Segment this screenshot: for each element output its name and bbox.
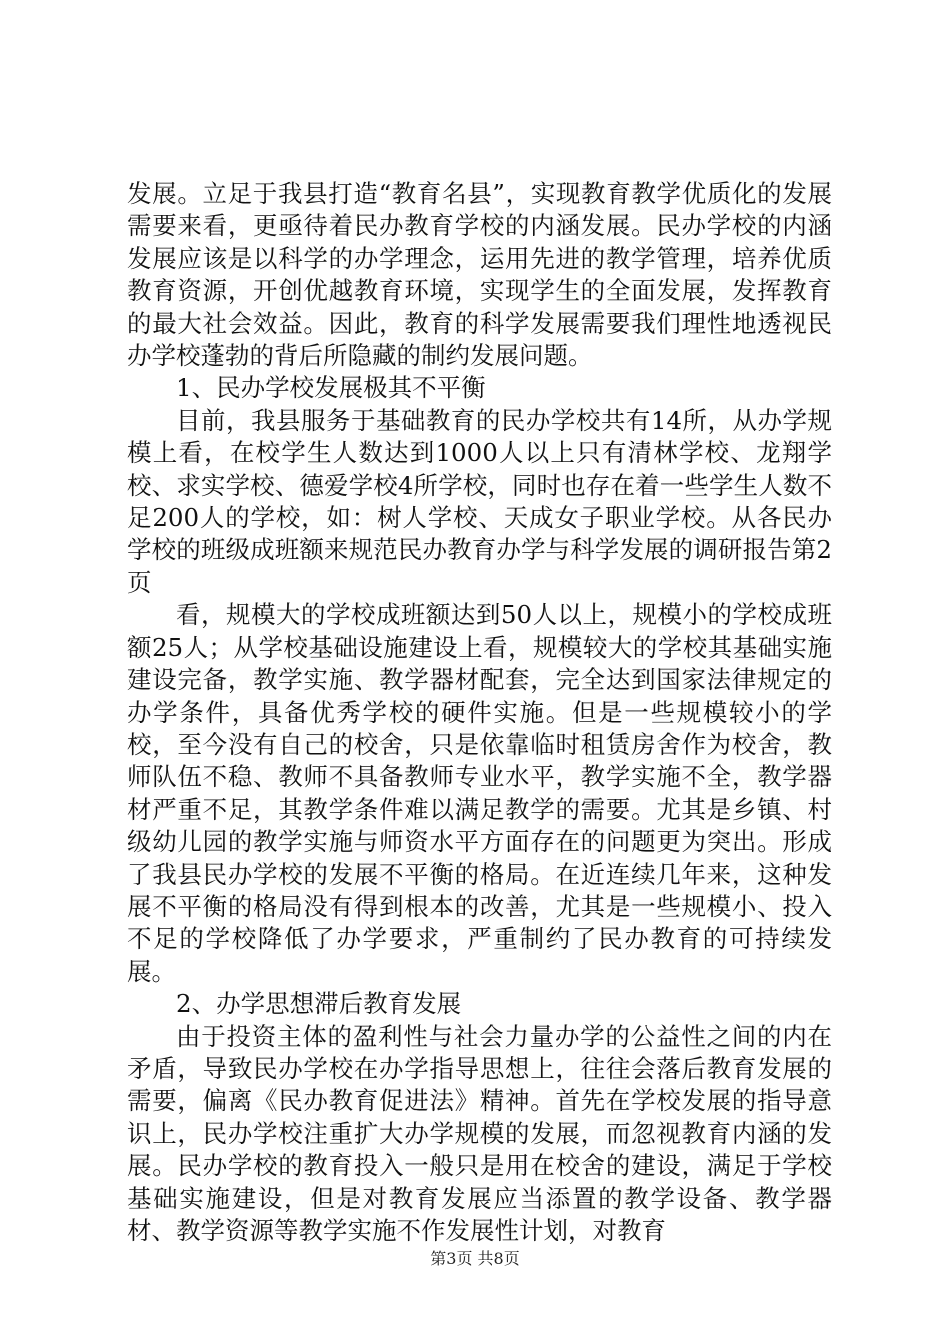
- paragraph-ideology: 由于投资主体的盈利性与社会力量办学的公益性之间的内在矛盾，导致民办学校在办学指导思想上，往往会落后教育发展的需要，偏离《民办教育促进法》精神。首先在学校发展的指导意识上，民办学校注重扩大办学规模的发展，而忽视教育内涵的发展。民办学校的教育投入一般只是用在校舍的建设，满足于学校基础实施建设，但是对教育发展应当添置的教学设备、教学器材、教学资源等教学实施不作发展性计划，对教育: [127, 1021, 832, 1245]
- section-heading-2: 2、办学思想滞后教育发展: [176, 989, 462, 1019]
- section-heading-1: 1、民办学校发展极其不平衡: [176, 373, 486, 403]
- paragraph-school-count: 目前，我县服务于基础教育的民办学校共有14所，从办学规模上看，在校学生人数达到1000人以上只有清林学校、龙翔学校、求实学校、德爱学校4所学校，同时也存在着一些学生人数不足200人的学校，如：树人学校、天成女子职业学校。从各民办学校的班级成班额来规范民办教育办学与科学发展的调研报告第2页: [127, 405, 832, 597]
- page-number-footer: 第3页 共8页: [430, 1249, 520, 1268]
- paragraph-intro: 发展。立足于我县打造“教育名县”，实现教育教学优质化的发展需要来看，更亟待着民办教育学校的内涵发展。民办学校的内涵发展应该是以科学的办学理念，运用先进的教学管理，培养优质教育资源，开创优越教育环境，实现学生的全面发展，发挥教育的最大社会效益。因此，教育的科学发展需要我们理性地透视民办学校蓬勃的背后所隐藏的制约发展问题。: [127, 179, 832, 371]
- paragraph-imbalance: 看，规模大的学校成班额达到50人以上，规模小的学校成班额25人；从学校基础设施建设上看，规模较大的学校其基础实施建设完备，教学实施、教学器材配套，完全达到国家法律规定的办学条件，具备优秀学校的硬件实施。但是一些规模较小的学校，至今没有自己的校舍，只是依靠临时租赁房舍作为校舍，教师队伍不稳、教师不具备教师专业水平，教学实施不全，教学器材严重不足，其教学条件难以满足教学的需要。尤其是乡镇、村级幼儿园的教学实施与师资水平方面存在的问题更为突出。形成了我县民办学校的发展不平衡的格局。在近连续几年来，这种发展不平衡的格局没有得到根本的改善，尤其是一些规模小、投入不足的学校降低了办学要求，严重制约了民办教育的可持续发展。: [127, 600, 832, 986]
- document-body: [127, 178, 832, 1247]
